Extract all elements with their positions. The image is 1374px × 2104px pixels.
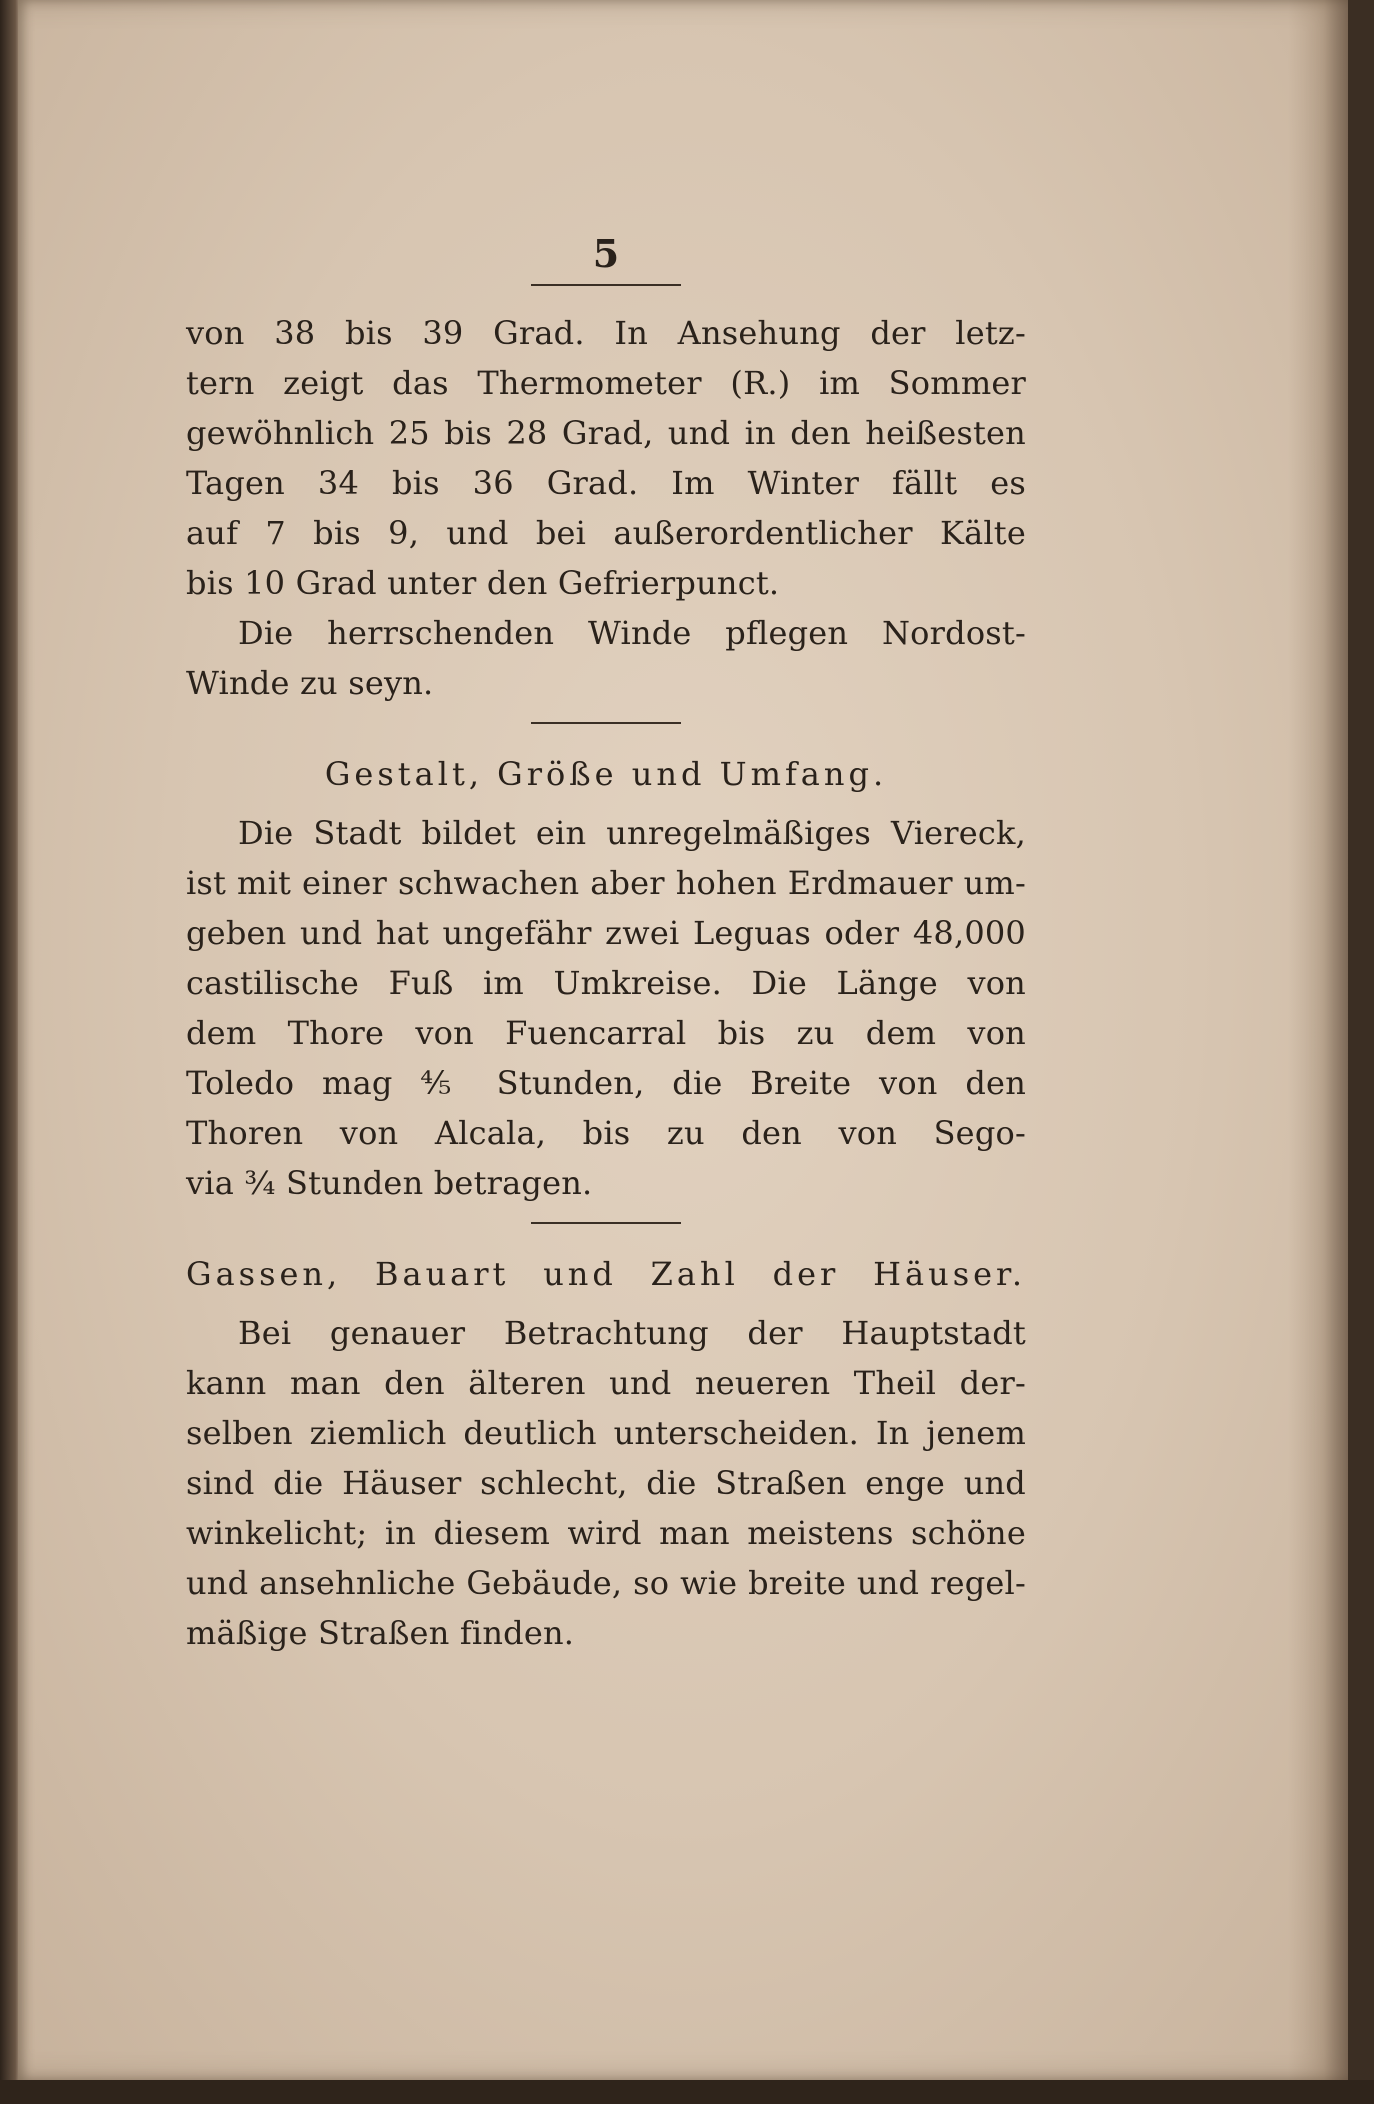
section-divider — [531, 722, 681, 724]
text-line: und ansehnliche Gebäude, so wie breite und regel- — [186, 1564, 1026, 1602]
text-line: Bei genauer Betrachtung der Hauptstadt — [238, 1314, 1026, 1352]
header-rule — [531, 284, 681, 286]
page-number: 5 — [592, 231, 620, 276]
text-line: sind die Häuser schlecht, die Straßen enge und — [186, 1464, 1026, 1502]
page-edge-shadow — [1288, 0, 1348, 2080]
text-line: tern zeigt das Thermometer (R.) im Sommer — [186, 364, 1026, 402]
text-line: castilische Fuß im Umkreise. Die Länge von — [186, 964, 1026, 1002]
section-heading-shape-size: Gestalt, Größe und Umfang. — [324, 755, 888, 793]
text-line: kann man den älteren und neueren Theil der- — [186, 1364, 1026, 1402]
section-divider — [531, 1222, 681, 1224]
text-line: von 38 bis 39 Grad. In Ansehung der letz- — [186, 314, 1026, 352]
text-line: via ¾ Stunden betragen. — [186, 1164, 593, 1202]
text-line: Tagen 34 bis 36 Grad. Im Winter fällt es — [186, 464, 1026, 502]
streets-houses-paragraph — [186, 1308, 1026, 1658]
text-line: Winde zu seyn. — [186, 664, 434, 702]
text-line: Die Stadt bildet ein unregelmäßiges Viereck, — [238, 814, 1026, 852]
text-line: mäßige Straßen finden. — [186, 1614, 575, 1652]
text-line: gewöhnlich 25 bis 28 Grad, und in den heißesten — [186, 414, 1026, 452]
text-line: bis 10 Grad unter den Gefrierpunct. — [186, 564, 780, 602]
text-line: ist mit einer schwachen aber hohen Erdmauer um- — [186, 864, 1026, 902]
text-line: selben ziemlich deutlich unterscheiden. In jenem — [186, 1414, 1026, 1452]
shape-size-paragraph — [186, 808, 1026, 1208]
text-line: dem Thore von Fuencarral bis zu dem von — [186, 1014, 1026, 1052]
text-line: Toledo mag ⅘ Stunden, die Breite von den — [186, 1064, 1026, 1102]
section-heading-streets-houses: Gassen, Bauart und Zahl der Häuser. — [186, 1255, 1026, 1293]
text-line: auf 7 bis 9, und bei außerordentlicher Kälte — [186, 514, 1026, 552]
text-line: winkelicht; in diesem wird man meistens schöne — [186, 1514, 1026, 1552]
text-line: Thoren von Alcala, bis zu den von Sego- — [186, 1114, 1026, 1152]
text-line: Die herrschenden Winde pflegen Nordost- — [238, 614, 1026, 652]
page-content — [186, 232, 1026, 1658]
text-line: geben und hat ungefähr zwei Leguas oder 48,000 — [186, 914, 1026, 952]
paper-page — [18, 0, 1348, 2080]
winds-paragraph — [186, 608, 1026, 708]
climate-paragraph — [186, 308, 1026, 608]
book-bottom-edge — [0, 2080, 1374, 2104]
